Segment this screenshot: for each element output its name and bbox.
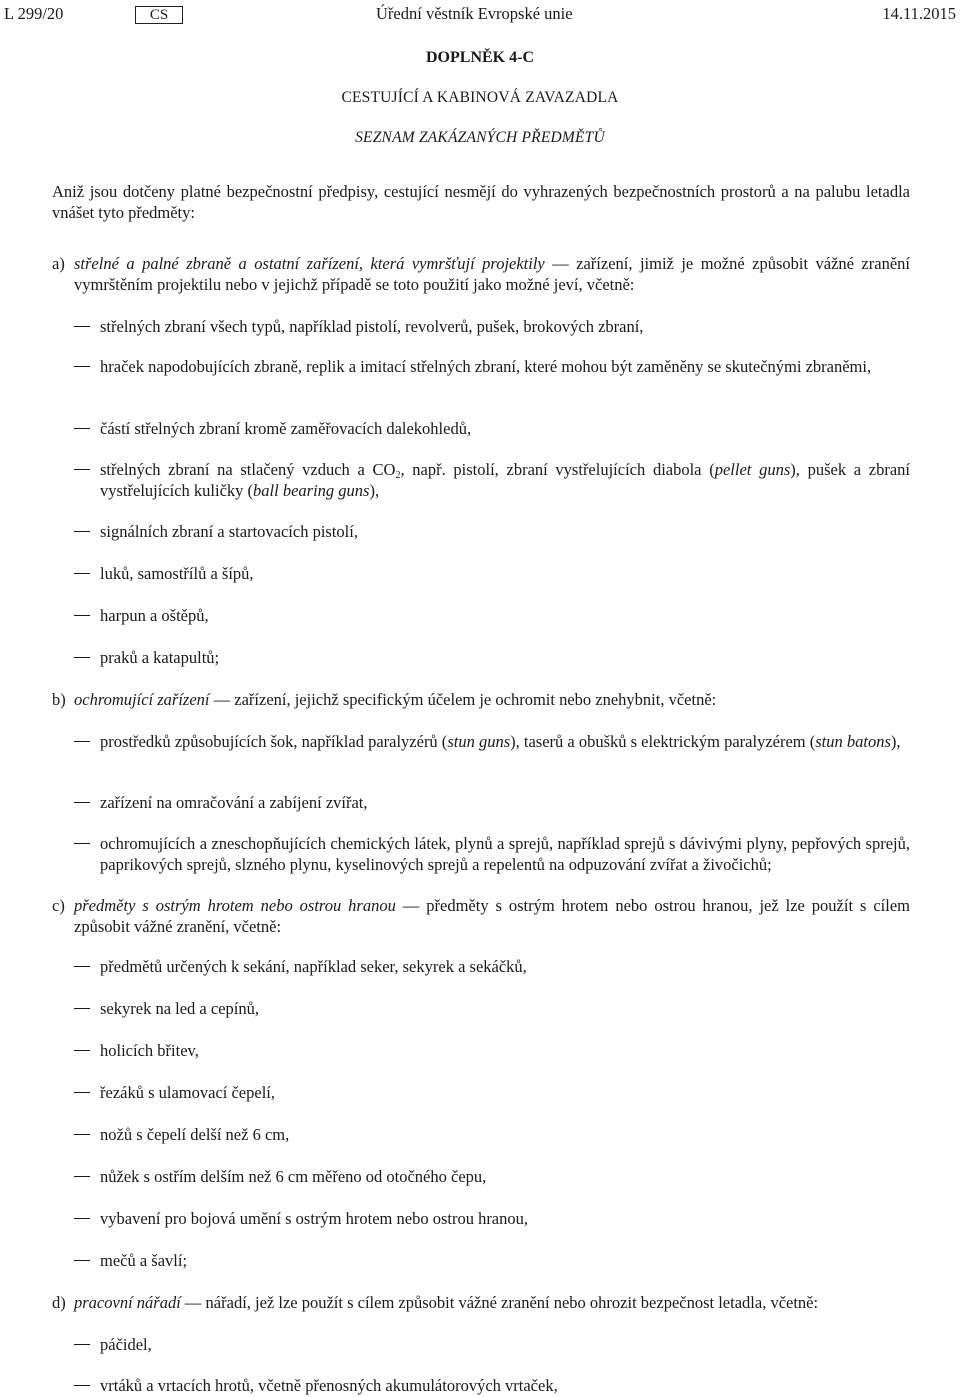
annex-title: DOPLNĚK 4-C bbox=[426, 49, 534, 66]
list-item: částí střelných zbraní kromě zaměřovacích dalekohledů, bbox=[74, 418, 910, 439]
list-item: prostředků způsobujících šok, například paralyzérů (stun guns), taserů a obušků s elektrickým paralyzérem (stun batons), bbox=[74, 731, 910, 752]
section-d bbox=[52, 1292, 910, 1313]
section-label: b) bbox=[52, 690, 66, 709]
list-item: řezáků s ulamovací čepelí, bbox=[74, 1082, 910, 1103]
section-text: — zařízení, jimiž je možné způsobit vážné zranění vymrštěním projektilu nebo v jejichž případě se toto použití jako možné jeví, včetně: bbox=[74, 254, 910, 294]
list-item: nůžek s ostřím delším než 6 cm měřeno od otočného čepu, bbox=[74, 1166, 910, 1187]
list-item: předmětů určených k sekání, například seker, sekyrek a sekáčků, bbox=[74, 956, 910, 977]
list-item: mečů a šavlí; bbox=[74, 1250, 910, 1271]
section-title: pracovní nářadí bbox=[74, 1293, 181, 1312]
list-item: luků, samostřílů a šípů, bbox=[74, 563, 910, 584]
journal-title: Úřední věstník Evropské unie bbox=[376, 4, 573, 23]
section-title: předměty s ostrým hrotem nebo ostrou hranou bbox=[74, 896, 396, 915]
section-title: střelné a palné zbraně a ostatní zařízení, která vymršťují projektily bbox=[74, 254, 545, 273]
list-item: sekyrek na led a cepínů, bbox=[74, 998, 910, 1019]
list-item: vybavení pro bojová umění s ostrým hrotem nebo ostrou hranou, bbox=[74, 1208, 910, 1229]
list-item: hraček napodobujících zbraně, replik a imitací střelných zbraní, které mohou být zaměněny se skutečnými zbraněmi, bbox=[74, 356, 910, 377]
section-label: c) bbox=[52, 896, 65, 915]
list-item: harpun a oštěpů, bbox=[74, 605, 910, 626]
section-b bbox=[52, 689, 910, 710]
section-label: d) bbox=[52, 1293, 66, 1312]
subject-title: CESTUJÍCÍ A KABINOVÁ ZAVAZADLA bbox=[341, 89, 619, 106]
list-item: vrtáků a vrtacích hrotů, včetně přenosných akumulátorových vrtaček, bbox=[74, 1375, 910, 1396]
section-a bbox=[52, 253, 910, 295]
list-item: holicích břitev, bbox=[74, 1040, 910, 1061]
publication-date: 14.11.2015 bbox=[882, 4, 956, 23]
section-text: — zařízení, jejichž specifickým účelem je ochromit nebo znehybnit, včetně: bbox=[209, 690, 717, 709]
page-header bbox=[0, 4, 960, 26]
section-text: — předměty s ostrým hrotem nebo ostrou hranou, jež lze použít s cílem způsobit vážné zranění, včetně: bbox=[74, 896, 911, 936]
list-item: střelných zbraní na stlačený vzduch a $CO_2$, např. pistolí, zbraní vystřelujících diabola (pellet guns), pušek a zbraní vystřelujících kuličky (ball bearing guns), bbox=[74, 459, 910, 501]
list-item: střelných zbraní všech typů, například pistolí, revolverů, pušek, brokových zbraní, bbox=[74, 316, 910, 337]
page-reference: L 299/20 bbox=[4, 4, 64, 23]
list-item: zařízení na omračování a zabíjení zvířat, bbox=[74, 792, 910, 813]
intro-paragraph: Aniž jsou dotčeny platné bezpečnostní předpisy, cestující nesmějí do vyhrazených bezpečnostních prostorů a na palubu letadla vnášet tyto předměty: bbox=[52, 182, 910, 222]
list-item: páčidel, bbox=[74, 1334, 910, 1355]
language-badge: CS bbox=[135, 6, 183, 24]
section-text: — nářadí, jež lze použít s cílem způsobit vážné zranění nebo ohrozit bezpečnost letadla, včetně: bbox=[180, 1293, 819, 1312]
list-title: SEZNAM ZAKÁZANÝCH PŘEDMĚTŮ bbox=[355, 129, 605, 146]
section-title: ochromující zařízení bbox=[74, 690, 210, 709]
list-item: ochromujících a zneschopňujících chemických látek, plynů a sprejů, například sprejů s dávivými plyny, pepřových sprejů, paprikových sprejů, slzného plynu, kyselinových sprejů a repelentů na odpuzování zvířat a živočichů; bbox=[74, 833, 910, 875]
section-label: a) bbox=[52, 254, 65, 273]
list-item: praků a katapultů; bbox=[74, 647, 910, 668]
list-item: signálních zbraní a startovacích pistolí, bbox=[74, 521, 910, 542]
section-c bbox=[52, 895, 910, 937]
list-item: nožů s čepelí delší než 6 cm, bbox=[74, 1124, 910, 1145]
